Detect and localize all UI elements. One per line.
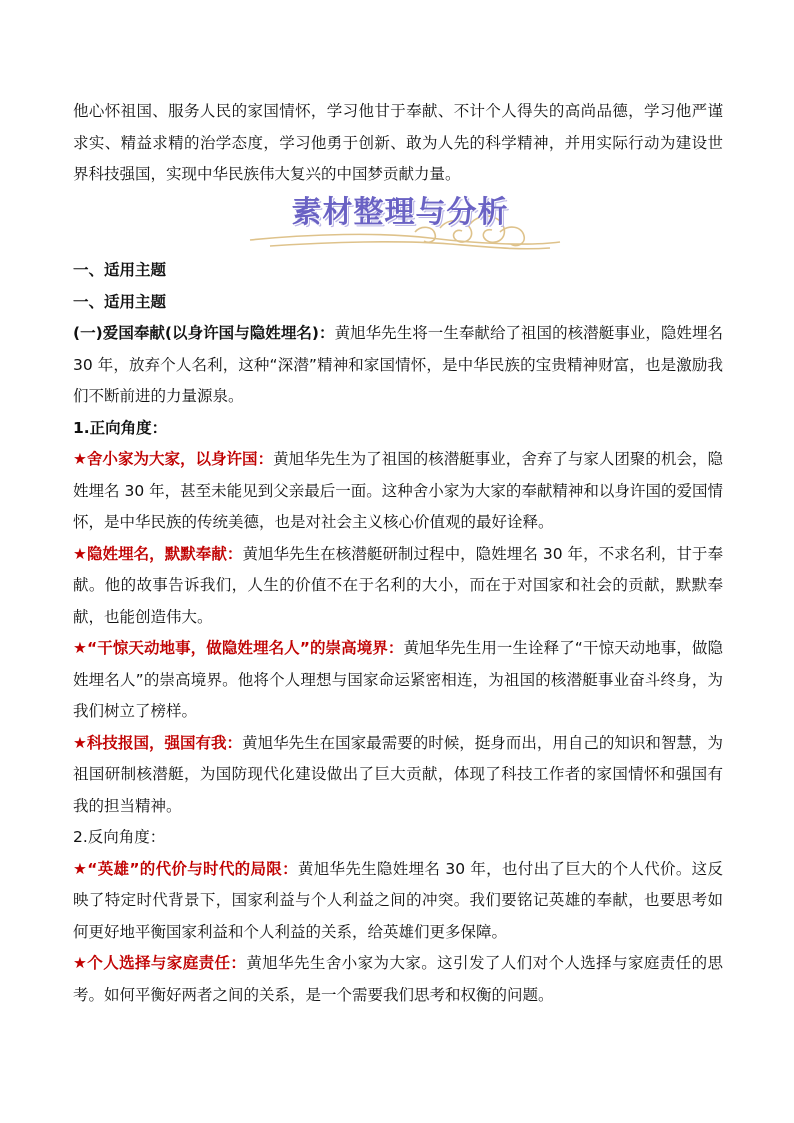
document-body [73, 255, 723, 1011]
positive-angle-heading: 1.正向角度： [73, 418, 168, 437]
banner-title: 素材整理与分析 [291, 195, 509, 230]
positive-item [73, 728, 723, 823]
positive-item-label: ★科技报国，强国有我： [73, 733, 243, 752]
negative-angle-heading: 2.反向角度： [73, 828, 166, 846]
section-banner [230, 188, 570, 260]
positive-item-text: 黄旭华先生用一生诠释了“干惊天动地事，做隐姓埋名人”的崇高境界。他将个人理想与国家命运紧密相连，为祖国的核潜艇事业奋斗终身，为我们树立了榜样。 [73, 639, 723, 720]
positive-item-text: 黄旭华先生在国家最需要的时候，挺身而出，用自己的知识和智慧，为祖国研制核潜艇，为国防现代化建设做出了巨大贡献，体现了科技工作者的家国情怀和强国有我的担当精神。 [73, 733, 723, 815]
section1-text: 黄旭华先生将一生奉献给了祖国的核潜艇事业，隐姓埋名 30 年，放弃个人名利，这种“深潜”精神和家国情怀，是中华民族的宝贵精神财富，也是激励我们不断前进的力量源泉。 [73, 324, 723, 405]
negative-item-text: 黄旭华先生隐姓埋名 30 年，也付出了巨大的个人代价。这反映了特定时代背景下，国家利益与个人利益之间的冲突。我们要铭记英雄的奉献，也要思考如何更好地平衡国家利益和个人利益的关系，给英雄们更多保障。 [73, 859, 723, 941]
heading-applicable-themes-repeat: 一、适用主题 [73, 292, 167, 311]
positive-item-label: ★隐姓埋名，默默奉献： [73, 544, 243, 563]
section1-paragraph [73, 318, 723, 413]
negative-item-label: ★个人选择与家庭责任： [73, 954, 247, 972]
negative-item [73, 854, 723, 949]
intro-paragraph [73, 96, 723, 191]
positive-item-text: 黄旭华先生在核潜艇研制过程中，隐姓埋名 30 年，不求名利，甘于奉献。他的故事告诉我们，人生的价值不在于名利的大小，而在于对国家和社会的贡献，默默奉献，也能创造伟大。 [73, 544, 723, 626]
heading-applicable-themes: 一、适用主题 [73, 261, 167, 279]
positive-item [73, 444, 723, 539]
positive-item-label: ★“干惊天动地事，做隐姓埋名人”的崇高境界： [73, 639, 404, 657]
negative-item [73, 948, 723, 1011]
positive-item-text: 黄旭华先生为了祖国的核潜艇事业，舍弃了与家人团聚的机会，隐姓埋名 30 年，甚至未能见到父亲最后一面。这种舍小家为大家的奉献精神和以身许国的爱国情怀，是中华民族的传统美德，也是对社会主义核心价值观的最好诠释。 [73, 450, 723, 531]
negative-item-label: ★“英雄”的代价与时代的局限： [73, 859, 298, 878]
intro-text: 他心怀祖国、服务人民的家国情怀，学习他甘于奉献、不计个人得失的高尚品德，学习他严谨求实、精益求精的治学态度，学习他勇于创新、敢为人先的科学精神，并用实际行动为建设世界科技强国，实现中华民族伟大复兴的中国梦贡献力量。 [73, 102, 723, 183]
section1-label: (一)爱国奉献(以身许国与隐姓埋名)： [73, 324, 335, 342]
positive-item [73, 539, 723, 634]
negative-item-text: 黄旭华先生舍小家为大家。这引发了人们对个人选择与家庭责任的思考。如何平衡好两者之间的关系，是一个需要我们思考和权衡的问题。 [73, 954, 723, 1004]
positive-item [73, 633, 723, 728]
positive-item-label: ★舍小家为大家，以身许国： [73, 450, 274, 468]
